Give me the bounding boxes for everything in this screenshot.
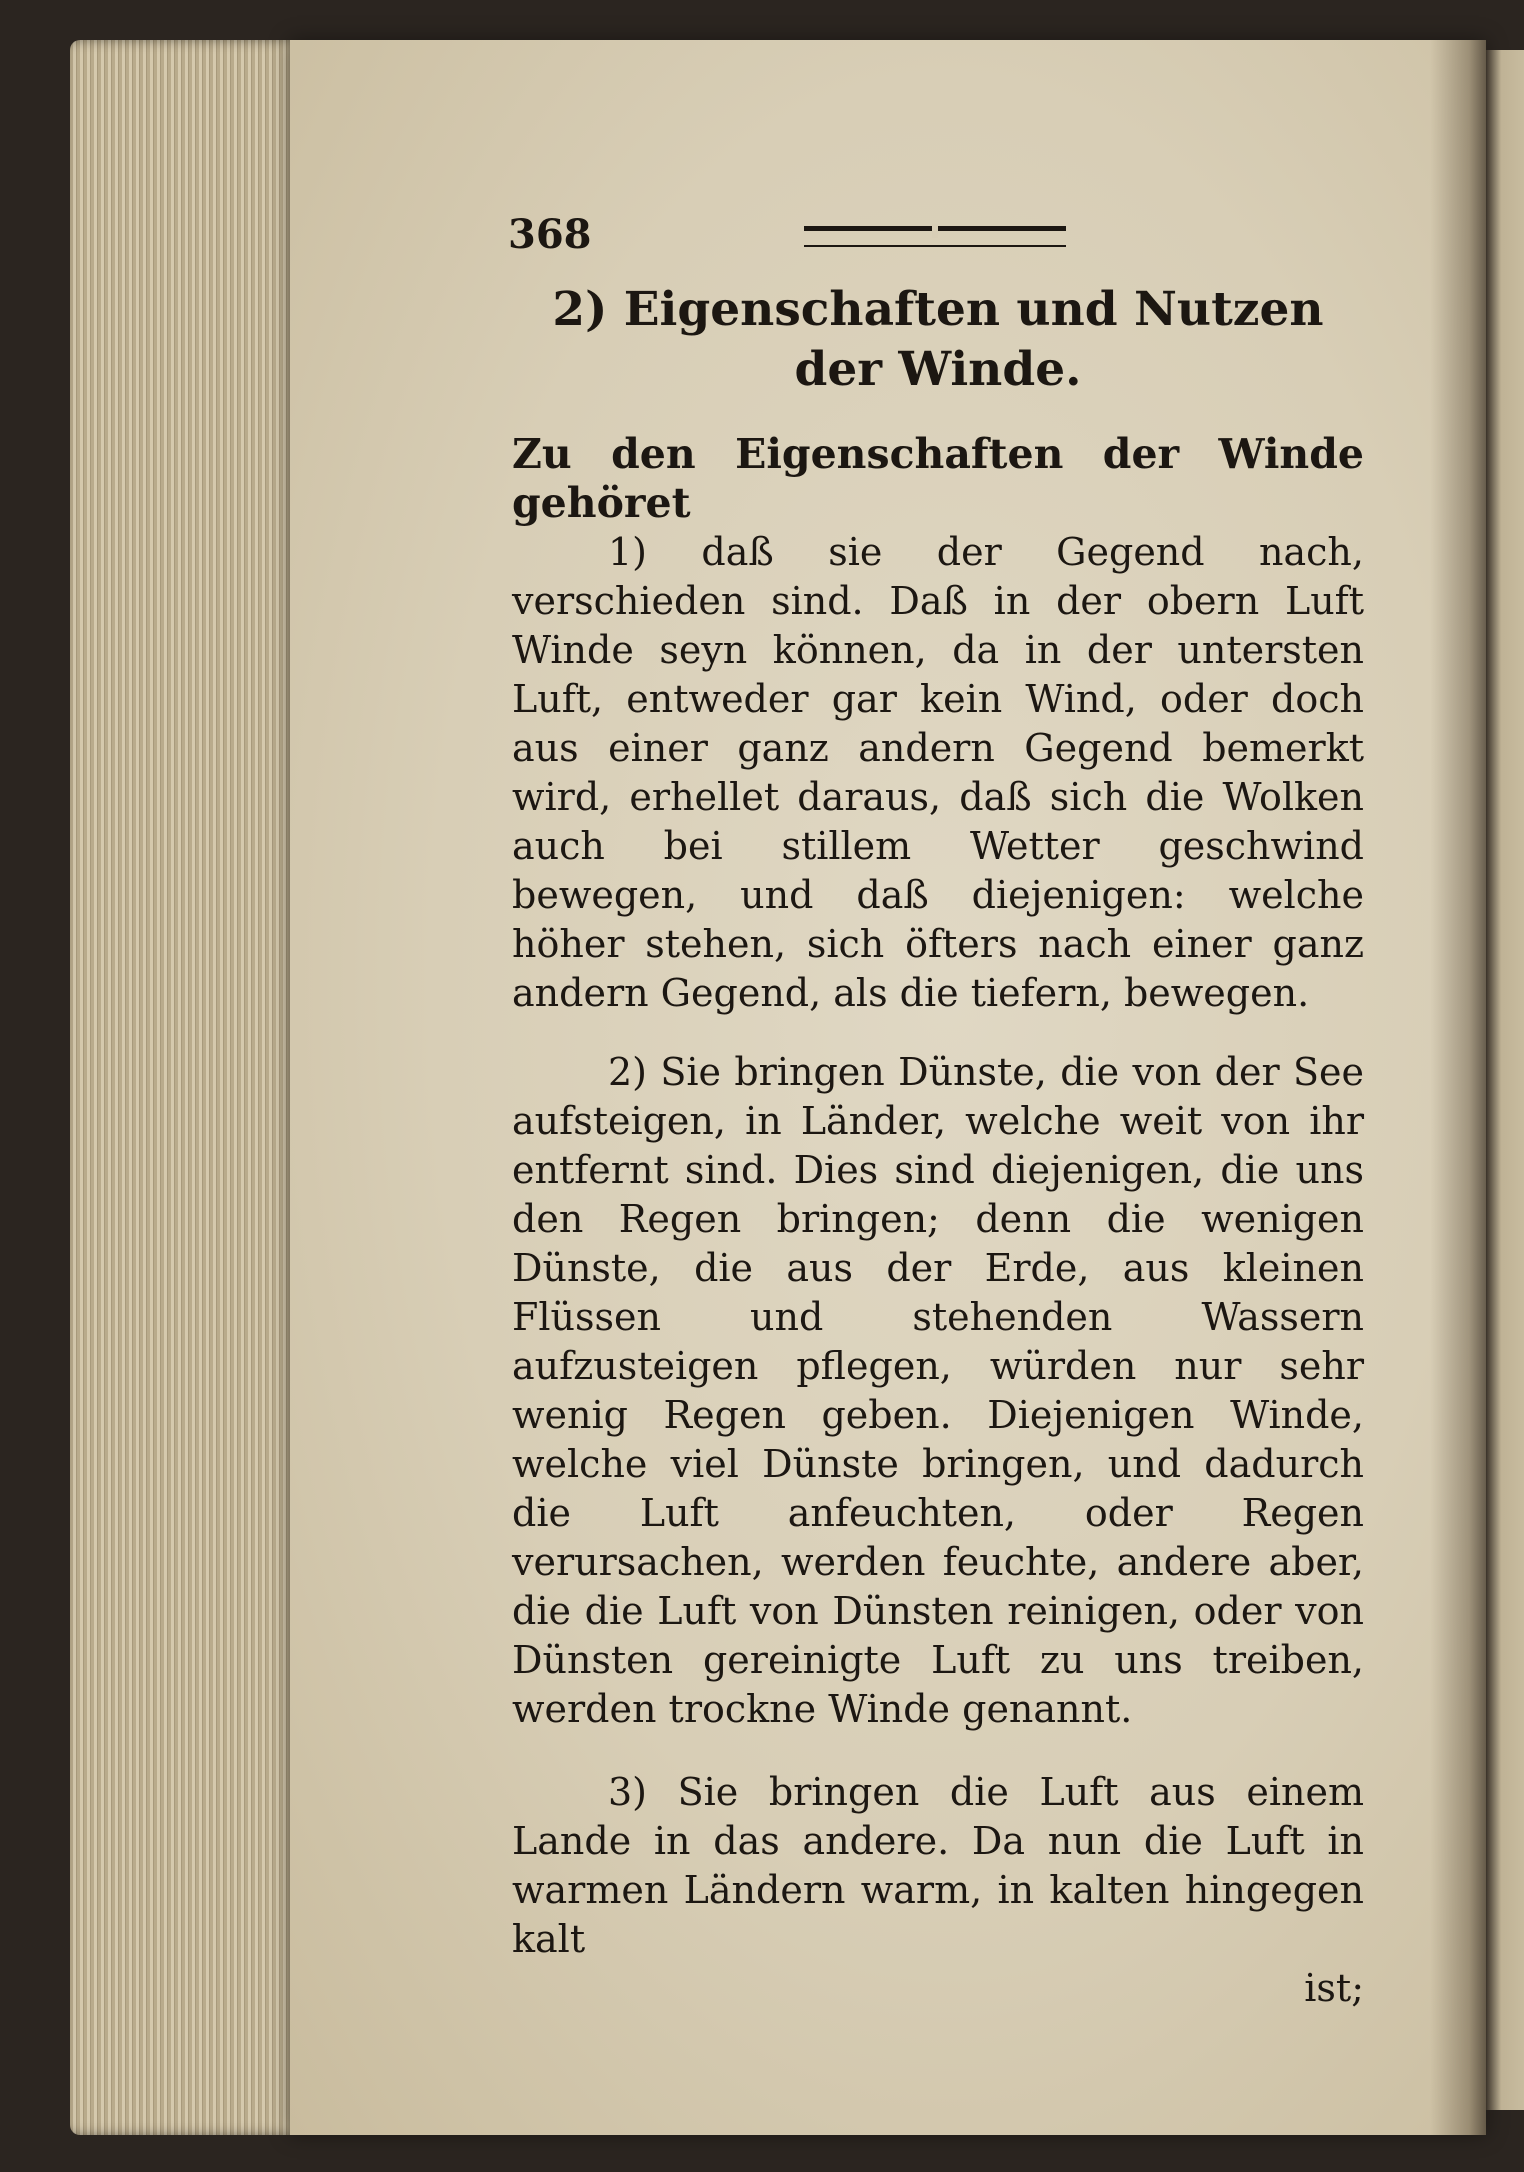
facing-page-edge [1486,50,1524,2110]
paragraph-2: 2) Sie bringen Dünste, die von der See aufsteigen, in Länder, welche weit von ihr entfernt sind. Dies sind diejenigen, die uns den Regen bringen; denn die wenigen Dünste, die aus der Erde, aus kleinen Flüssen und stehenden Wassern aufzusteigen pflegen, würden nur sehr wenig Regen geben. Diejenigen Winde, welche viel Dünste bringen, und dadurch die Luft anfeuchten, oder Regen verursachen, werden feuchte, andere aber, die die Luft von Dünsten reinigen, oder von Dünsten gereinigte Luft zu uns treiben, werden trockne Winde genannt. [512,1050,1364,1731]
paragraph-1: 1) daß sie der Gegend nach, verschieden sind. Daß in der obern Luft Winde seyn können, da in der untersten Luft, entweder gar kein Wind, oder doch aus einer ganz andern Gegend bemerkt wird, erhellet daraus, daß sich die Wolken auch bei stillem Wetter geschwind bewegen, und daß diejenigen: welche höher stehen, sich öfters nach einer ganz andern Gegend, als die tiefern, bewegen. [512,530,1364,1015]
heading-line-1: 2) Eigenschaften und Nutzen [552,282,1324,337]
page-edges [70,40,300,2135]
intro-line: Zu den Eigenschaften der Winde gehöret [512,430,1364,527]
heading-line-2: der Winde. [794,342,1082,397]
paragraph-3: 3) Sie bringen die Luft aus einem Lande in das andere. Da nun die Luft in warmen Ländern warm, in kalten hingegen kalt [512,1770,1364,1961]
page-text [508,200,1364,2013]
page-number: 368 [508,211,592,258]
header-rule-ornament [804,226,1066,247]
gutter-shadow [1430,40,1486,2135]
section-heading [512,280,1364,400]
catchword: ist; [1304,1966,1364,2010]
page-header [508,200,1364,260]
